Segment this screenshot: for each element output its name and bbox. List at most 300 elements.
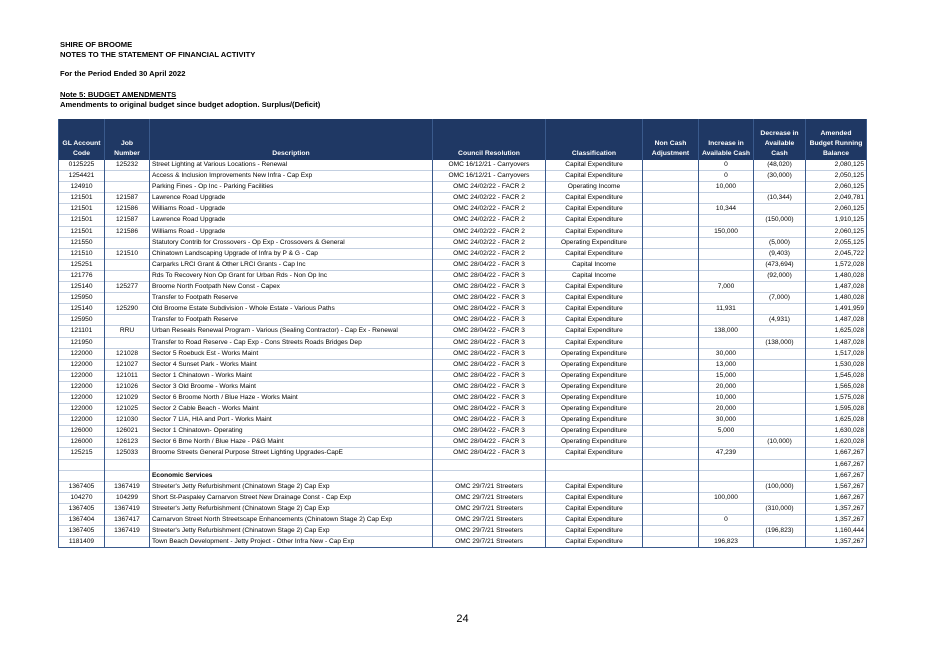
description-cell: Sector 2 Cable Beach - Works Maint [150, 404, 433, 415]
table-row [59, 348, 867, 359]
decrease-cell [754, 448, 806, 459]
non-cash-cell [643, 426, 699, 437]
table-row [59, 171, 867, 182]
council-resolution-cell [433, 470, 546, 481]
notes-title: NOTES TO THE STATEMENT OF FINANCIAL ACTIVITY [60, 50, 256, 59]
increase-cell: 20,000 [699, 381, 754, 392]
balance-cell: 1,565,028 [806, 381, 867, 392]
job-number-cell [105, 293, 150, 304]
increase-cell: 150,000 [699, 226, 754, 237]
table-row [59, 470, 867, 481]
non-cash-cell [643, 404, 699, 415]
non-cash-cell [643, 492, 699, 503]
table-row [59, 193, 867, 204]
description-cell: Street Lighting at Various Locations - Renewal [150, 160, 433, 171]
decrease-cell [754, 459, 806, 470]
classification-cell: Capital Expenditure [546, 503, 643, 514]
table-row [59, 526, 867, 537]
decrease-cell: (150,000) [754, 215, 806, 226]
increase-cell: 10,000 [699, 392, 754, 403]
table-row [59, 426, 867, 437]
balance-cell: 1,625,028 [806, 415, 867, 426]
increase-cell: 13,000 [699, 359, 754, 370]
classification-cell: Capital Expenditure [546, 526, 643, 537]
description-cell: Transfer to Footpath Reserve [150, 293, 433, 304]
increase-cell [699, 248, 754, 259]
job-number-cell: 121030 [105, 415, 150, 426]
description-cell: Urban Reseals Renewal Program - Various (Sealing Contractor) - Cap Ex - Renewal [150, 326, 433, 337]
job-number-cell: 121586 [105, 226, 150, 237]
description-cell: Access & Inclusion Improvements New Infra - Cap Exp [150, 171, 433, 182]
job-number-cell: 125277 [105, 282, 150, 293]
job-number-cell: 121011 [105, 370, 150, 381]
council-resolution-cell: OMC 24/02/22 - FACR 2 [433, 226, 546, 237]
decrease-cell [754, 515, 806, 526]
increase-cell [699, 337, 754, 348]
description-cell: Old Broome Estate Subdivision - Whole Estate - Various Paths [150, 304, 433, 315]
balance-cell: 1,630,028 [806, 426, 867, 437]
classification-cell: Capital Expenditure [546, 304, 643, 315]
table-row [59, 481, 867, 492]
table-row [59, 326, 867, 337]
increase-cell [699, 193, 754, 204]
job-number-cell [105, 171, 150, 182]
note-title: Note 5: BUDGET AMENDMENTS [60, 90, 177, 99]
description-cell: Transfer to Road Reserve - Cap Exp - Cons Streets Roads Bridges Dep [150, 337, 433, 348]
table-row [59, 248, 867, 259]
description-cell: Streeter's Jetty Refurbishment (Chinatown Stage 2) Cap Exp [150, 503, 433, 514]
non-cash-cell [643, 437, 699, 448]
description-cell: Sector 1 Chinatown - Works Maint [150, 370, 433, 381]
gl-account-cell: 122000 [59, 392, 105, 403]
decrease-cell [754, 182, 806, 193]
increase-cell: 5,000 [699, 426, 754, 437]
non-cash-cell [643, 315, 699, 326]
council-resolution-cell: OMC 29/7/21 Streeters [433, 515, 546, 526]
classification-cell: Capital Income [546, 259, 643, 270]
job-number-cell: 126021 [105, 426, 150, 437]
increase-cell [699, 259, 754, 270]
increase-cell: 30,000 [699, 415, 754, 426]
increase-cell [699, 459, 754, 470]
note-description: Amendments to original budget since budget adoption. Surplus/(Deficit) [60, 100, 321, 109]
classification-cell: Capital Expenditure [546, 293, 643, 304]
description-cell: Sector 6 Broome North / Blue Haze - Works Maint [150, 392, 433, 403]
council-resolution-cell: OMC 28/04/22 - FACR 3 [433, 437, 546, 448]
job-number-cell: 121587 [105, 193, 150, 204]
classification-cell: Capital Expenditure [546, 248, 643, 259]
increase-cell: 20,000 [699, 404, 754, 415]
gl-account-cell: 125950 [59, 315, 105, 326]
increase-cell [699, 526, 754, 537]
col-increase: Increase in Available Cash [699, 119, 754, 160]
non-cash-cell [643, 304, 699, 315]
increase-cell: 0 [699, 171, 754, 182]
balance-cell: 1,567,267 [806, 481, 867, 492]
non-cash-cell [643, 182, 699, 193]
decrease-cell [754, 304, 806, 315]
decrease-cell [754, 404, 806, 415]
description-cell: Broome Streets General Purpose Street Lighting Upgrades-CapE [150, 448, 433, 459]
decrease-cell: (10,000) [754, 437, 806, 448]
classification-cell: Operating Expenditure [546, 348, 643, 359]
council-resolution-cell: OMC 28/04/22 - FACR 3 [433, 415, 546, 426]
increase-cell: 15,000 [699, 370, 754, 381]
council-resolution-cell: OMC 28/04/22 - FACR 3 [433, 448, 546, 459]
non-cash-cell [643, 337, 699, 348]
council-resolution-cell: OMC 28/04/22 - FACR 3 [433, 326, 546, 337]
classification-cell: Operating Expenditure [546, 370, 643, 381]
classification-cell: Capital Expenditure [546, 315, 643, 326]
classification-cell: Operating Expenditure [546, 392, 643, 403]
classification-cell: Capital Expenditure [546, 492, 643, 503]
balance-cell: 1,530,028 [806, 359, 867, 370]
gl-account-cell: 121950 [59, 337, 105, 348]
balance-cell: 2,050,125 [806, 171, 867, 182]
increase-cell: 0 [699, 160, 754, 171]
classification-cell: Capital Expenditure [546, 193, 643, 204]
description-cell: Sector 4 Sunset Park - Works Maint [150, 359, 433, 370]
table-row [59, 282, 867, 293]
gl-account-cell: 1367405 [59, 503, 105, 514]
page-number: 24 [456, 613, 469, 625]
non-cash-cell [643, 537, 699, 548]
table-row [59, 315, 867, 326]
table-row [59, 337, 867, 348]
non-cash-cell [643, 226, 699, 237]
non-cash-cell [643, 359, 699, 370]
job-number-cell [105, 459, 150, 470]
non-cash-cell [643, 370, 699, 381]
job-number-cell [105, 270, 150, 281]
council-resolution-cell [433, 459, 546, 470]
classification-cell: Operating Expenditure [546, 415, 643, 426]
description-cell: Sector 7 LIA, HIA and Port - Works Maint [150, 415, 433, 426]
increase-cell: 138,000 [699, 326, 754, 337]
description-cell: Chinatown Landscaping Upgrade of Infra by P & G - Cap [150, 248, 433, 259]
balance-cell: 2,080,125 [806, 160, 867, 171]
balance-cell: 1,480,028 [806, 293, 867, 304]
gl-account-cell: 121501 [59, 226, 105, 237]
job-number-cell: 126123 [105, 437, 150, 448]
decrease-cell: (4,931) [754, 315, 806, 326]
col-non-cash: Non Cash Adjustment [643, 119, 699, 160]
increase-cell: 0 [699, 515, 754, 526]
increase-cell [699, 470, 754, 481]
table-row [59, 237, 867, 248]
classification-cell: Operating Income [546, 182, 643, 193]
budget-amendments-table [58, 119, 867, 548]
gl-account-cell: 1367405 [59, 526, 105, 537]
balance-cell: 1,620,028 [806, 437, 867, 448]
gl-account-cell: 124910 [59, 182, 105, 193]
non-cash-cell [643, 248, 699, 259]
council-resolution-cell: OMC 29/7/21 Streeters [433, 526, 546, 537]
table-row [59, 204, 867, 215]
council-resolution-cell: OMC 28/04/22 - FACR 3 [433, 370, 546, 381]
job-number-cell [105, 182, 150, 193]
description-cell: Sector 1 Chinatown- Operating [150, 426, 433, 437]
col-gl-account: GL Account Code [59, 119, 105, 160]
council-resolution-cell: OMC 16/12/21 - Carryovers [433, 171, 546, 182]
job-number-cell: 1367419 [105, 481, 150, 492]
balance-cell: 1,357,267 [806, 515, 867, 526]
job-number-cell: 121586 [105, 204, 150, 215]
table-row [59, 381, 867, 392]
period-label: For the Period Ended 30 April 2022 [60, 69, 186, 78]
increase-cell [699, 237, 754, 248]
job-number-cell [105, 315, 150, 326]
gl-account-cell [59, 459, 105, 470]
gl-account-cell: 121501 [59, 193, 105, 204]
classification-cell: Operating Expenditure [546, 237, 643, 248]
non-cash-cell [643, 515, 699, 526]
classification-cell: Capital Expenditure [546, 515, 643, 526]
description-cell: Short St-Paspaley Carnarvon Street New Drainage Const - Cap Exp [150, 492, 433, 503]
table-row [59, 404, 867, 415]
balance-cell: 2,060,125 [806, 226, 867, 237]
gl-account-cell: 122000 [59, 404, 105, 415]
table-row [59, 503, 867, 514]
decrease-cell [754, 470, 806, 481]
council-resolution-cell: OMC 28/04/22 - FACR 3 [433, 348, 546, 359]
non-cash-cell [643, 381, 699, 392]
council-resolution-cell: OMC 28/04/22 - FACR 3 [433, 426, 546, 437]
decrease-cell [754, 492, 806, 503]
description-cell: Economic Services [150, 470, 433, 481]
balance-cell: 1,487,028 [806, 315, 867, 326]
council-resolution-cell: OMC 28/04/22 - FACR 3 [433, 282, 546, 293]
description-cell: Williams Road - Upgrade [150, 226, 433, 237]
table-row [59, 160, 867, 171]
increase-cell: 10,344 [699, 204, 754, 215]
decrease-cell: (473,694) [754, 259, 806, 270]
non-cash-cell [643, 470, 699, 481]
decrease-cell [754, 359, 806, 370]
gl-account-cell: 122000 [59, 415, 105, 426]
balance-cell: 1,357,267 [806, 503, 867, 514]
decrease-cell: (100,000) [754, 481, 806, 492]
description-cell: Parking Fines - Op Inc - Parking Facilities [150, 182, 433, 193]
balance-cell: 1,625,028 [806, 326, 867, 337]
non-cash-cell [643, 448, 699, 459]
job-number-cell: 125290 [105, 304, 150, 315]
classification-cell: Operating Expenditure [546, 426, 643, 437]
table-row [59, 226, 867, 237]
gl-account-cell: 125215 [59, 448, 105, 459]
table-row [59, 304, 867, 315]
col-description: Description [150, 119, 433, 160]
increase-cell [699, 437, 754, 448]
classification-cell: Capital Expenditure [546, 326, 643, 337]
balance-cell: 2,060,125 [806, 204, 867, 215]
non-cash-cell [643, 326, 699, 337]
balance-cell: 1,572,028 [806, 259, 867, 270]
job-number-cell [105, 237, 150, 248]
decrease-cell [754, 415, 806, 426]
decrease-cell: (48,020) [754, 160, 806, 171]
gl-account-cell: 125140 [59, 282, 105, 293]
classification-cell: Capital Expenditure [546, 337, 643, 348]
job-number-cell: RRU [105, 326, 150, 337]
gl-account-cell: 1367404 [59, 515, 105, 526]
council-resolution-cell: OMC 28/04/22 - FACR 3 [433, 337, 546, 348]
col-classification: Classification [546, 119, 643, 160]
col-job-number: Job Number [105, 119, 150, 160]
decrease-cell: (138,000) [754, 337, 806, 348]
gl-account-cell: 1367405 [59, 481, 105, 492]
job-number-cell: 125232 [105, 160, 150, 171]
gl-account-cell: 0125225 [59, 160, 105, 171]
job-number-cell [105, 337, 150, 348]
non-cash-cell [643, 237, 699, 248]
gl-account-cell: 126000 [59, 426, 105, 437]
non-cash-cell [643, 259, 699, 270]
gl-account-cell: 121101 [59, 326, 105, 337]
balance-cell: 1,667,267 [806, 492, 867, 503]
job-number-cell: 121587 [105, 215, 150, 226]
job-number-cell: 1367419 [105, 526, 150, 537]
non-cash-cell [643, 348, 699, 359]
table-row [59, 182, 867, 193]
balance-cell: 1,667,267 [806, 459, 867, 470]
description-cell: Streeter's Jetty Refurbishment (Chinatown Stage 2) Cap Exp [150, 526, 433, 537]
classification-cell: Capital Income [546, 270, 643, 281]
table-row [59, 415, 867, 426]
non-cash-cell [643, 282, 699, 293]
description-cell: Lawrence Road Upgrade [150, 215, 433, 226]
council-resolution-cell: OMC 28/04/22 - FACR 3 [433, 404, 546, 415]
classification-cell: Capital Expenditure [546, 215, 643, 226]
balance-cell: 1,487,028 [806, 337, 867, 348]
description-cell: Rds To Recovery Non Op Grant for Urban Rds - Non Op Inc [150, 270, 433, 281]
table-row [59, 492, 867, 503]
decrease-cell [754, 348, 806, 359]
council-resolution-cell: OMC 24/02/22 - FACR 2 [433, 215, 546, 226]
gl-account-cell: 122000 [59, 348, 105, 359]
job-number-cell [105, 537, 150, 548]
job-number-cell: 121025 [105, 404, 150, 415]
non-cash-cell [643, 193, 699, 204]
classification-cell: Operating Expenditure [546, 359, 643, 370]
gl-account-cell: 121510 [59, 248, 105, 259]
description-cell: Broome North Footpath New Const - Capex [150, 282, 433, 293]
job-number-cell: 121510 [105, 248, 150, 259]
gl-account-cell: 121776 [59, 270, 105, 281]
non-cash-cell [643, 204, 699, 215]
description-cell: Sector 5 Roebuck Est - Works Maint [150, 348, 433, 359]
increase-cell [699, 503, 754, 514]
job-number-cell: 121028 [105, 348, 150, 359]
job-number-cell: 1367417 [105, 515, 150, 526]
decrease-cell [754, 226, 806, 237]
description-cell: Williams Road - Upgrade [150, 204, 433, 215]
table-row [59, 459, 867, 470]
table-row [59, 437, 867, 448]
non-cash-cell [643, 293, 699, 304]
classification-cell: Capital Expenditure [546, 171, 643, 182]
description-cell: Streeter's Jetty Refurbishment (Chinatown Stage 2) Cap Exp [150, 481, 433, 492]
non-cash-cell [643, 526, 699, 537]
gl-account-cell [59, 470, 105, 481]
description-cell: Lawrence Road Upgrade [150, 193, 433, 204]
balance-cell: 2,045,722 [806, 248, 867, 259]
decrease-cell: (92,000) [754, 270, 806, 281]
balance-cell: 1,491,959 [806, 304, 867, 315]
balance-cell: 1,575,028 [806, 392, 867, 403]
table-row [59, 515, 867, 526]
gl-account-cell: 1254421 [59, 171, 105, 182]
classification-cell: Capital Expenditure [546, 282, 643, 293]
gl-account-cell: 121550 [59, 237, 105, 248]
description-cell: Sector 3 Old Broome - Works Maint [150, 381, 433, 392]
increase-cell [699, 293, 754, 304]
council-resolution-cell: OMC 28/04/22 - FACR 3 [433, 304, 546, 315]
decrease-cell [754, 426, 806, 437]
council-resolution-cell: OMC 28/04/22 - FACR 3 [433, 381, 546, 392]
col-balance: Amended Budget Running Balance [806, 119, 867, 160]
balance-cell: 1,487,028 [806, 282, 867, 293]
balance-cell: 1,517,028 [806, 348, 867, 359]
balance-cell: 1,910,125 [806, 215, 867, 226]
balance-cell: 2,049,781 [806, 193, 867, 204]
gl-account-cell: 125140 [59, 304, 105, 315]
council-resolution-cell: OMC 28/04/22 - FACR 3 [433, 270, 546, 281]
table-row [59, 215, 867, 226]
council-resolution-cell: OMC 28/04/22 - FACR 3 [433, 293, 546, 304]
council-resolution-cell: OMC 29/7/21 Streeters [433, 481, 546, 492]
decrease-cell: (5,000) [754, 237, 806, 248]
job-number-cell [105, 470, 150, 481]
decrease-cell [754, 326, 806, 337]
increase-cell: 10,000 [699, 182, 754, 193]
gl-account-cell: 125251 [59, 259, 105, 270]
job-number-cell: 121027 [105, 359, 150, 370]
non-cash-cell [643, 481, 699, 492]
gl-account-cell: 122000 [59, 381, 105, 392]
council-resolution-cell: OMC 28/04/22 - FACR 3 [433, 315, 546, 326]
council-resolution-cell: OMC 24/02/22 - FACR 2 [433, 204, 546, 215]
gl-account-cell: 126000 [59, 437, 105, 448]
balance-cell: 1,357,267 [806, 537, 867, 548]
classification-cell: Operating Expenditure [546, 381, 643, 392]
gl-account-cell: 121501 [59, 204, 105, 215]
non-cash-cell [643, 160, 699, 171]
table-row [59, 259, 867, 270]
increase-cell: 47,239 [699, 448, 754, 459]
decrease-cell: (10,344) [754, 193, 806, 204]
council-resolution-cell: OMC 28/04/22 - FACR 3 [433, 392, 546, 403]
table-row [59, 370, 867, 381]
gl-account-cell: 125950 [59, 293, 105, 304]
gl-account-cell: 122000 [59, 359, 105, 370]
non-cash-cell [643, 415, 699, 426]
table-header-row [59, 119, 867, 160]
table-row [59, 392, 867, 403]
col-decrease: Decrease in Available Cash [754, 119, 806, 160]
job-number-cell [105, 259, 150, 270]
council-resolution-cell: OMC 24/02/22 - FACR 2 [433, 248, 546, 259]
council-resolution-cell: OMC 29/7/21 Streeters [433, 492, 546, 503]
increase-cell [699, 315, 754, 326]
job-number-cell: 104299 [105, 492, 150, 503]
classification-cell: Operating Expenditure [546, 437, 643, 448]
decrease-cell [754, 381, 806, 392]
increase-cell: 7,000 [699, 282, 754, 293]
balance-cell: 1,667,267 [806, 448, 867, 459]
increase-cell [699, 270, 754, 281]
decrease-cell: (310,000) [754, 503, 806, 514]
